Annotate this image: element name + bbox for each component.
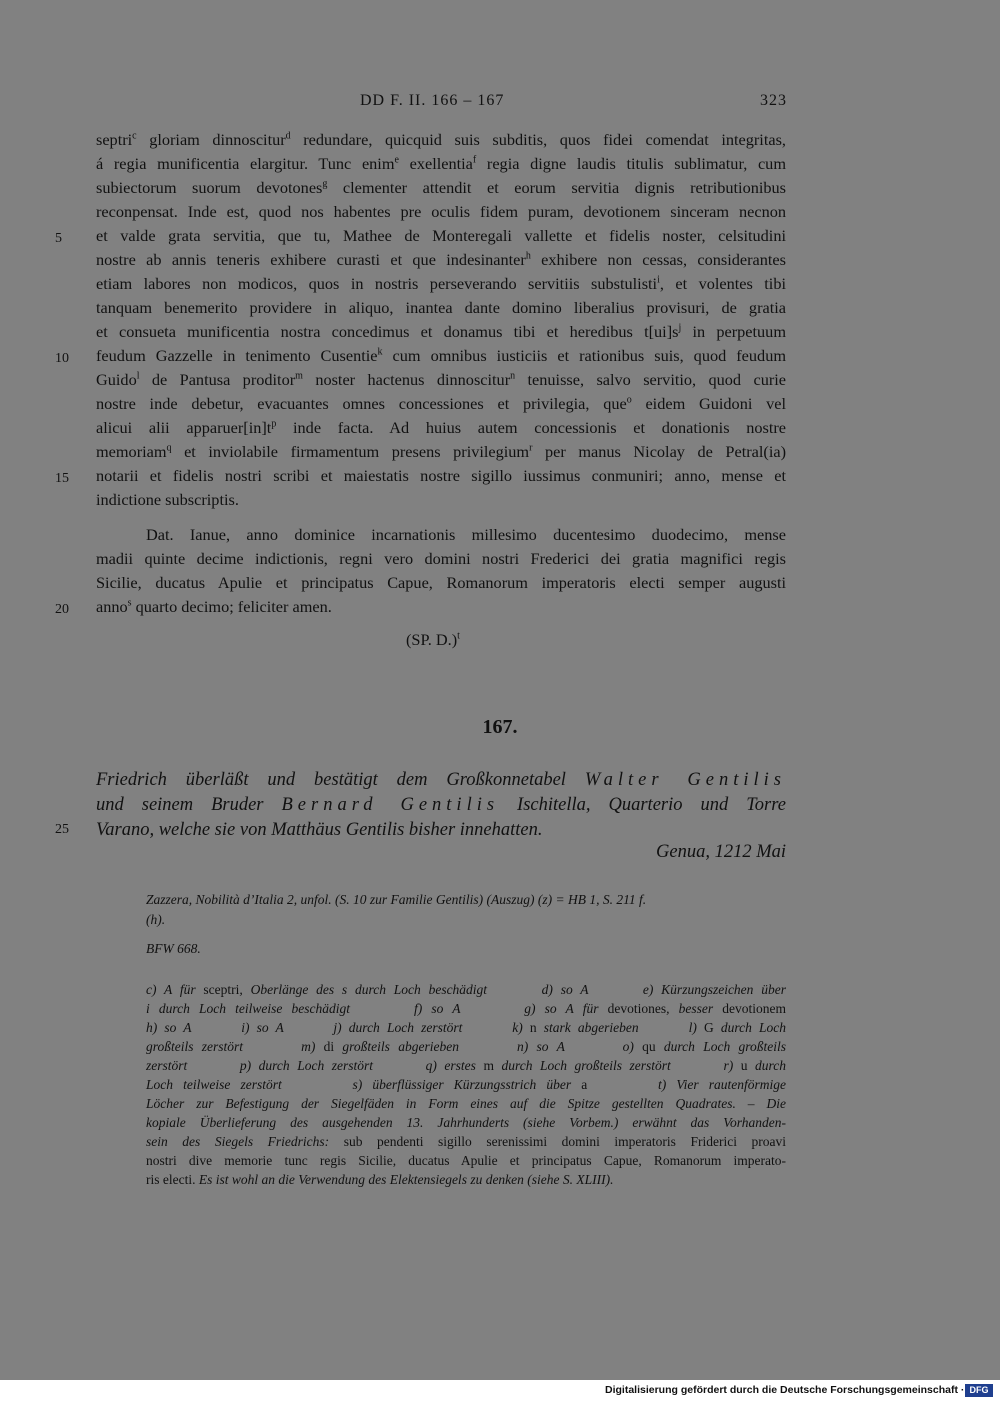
footnote-line: zerstört p) durch Loch zerstört q) erstes m durch Loch großteils zerstört r) u durch — [146, 1058, 787, 1073]
document-number: 167. — [482, 716, 518, 738]
text-line: notarii et fidelis nostri scribi et maiestatis nostre sigillo iussimus conmuniri; anno, mense et — [96, 466, 786, 485]
bfw-reference: BFW 668. — [146, 941, 201, 956]
text-line: et consueta munificentia nostra concedimus et donamus tibi et heredibus $t[ui]s^j$ in perpetuum — [96, 322, 786, 341]
text-line: memoriam$^q$ et inviolabile firmamentum presens privilegium$^r$ per manus Nicolay de Petral(ia) — [96, 442, 786, 461]
footnote-line: Loch teilweise zerstört s) überflüssiger Kürzungsstrich über a t) Vier rautenförmige — [146, 1077, 786, 1092]
text-line: nostre inde debetur, evacuantes omnes concessiones et privilegia, que$^o$ eidem Guidoni vel — [96, 394, 786, 413]
line-number: 20 — [55, 602, 69, 617]
text-line: indictione subscriptis. — [96, 490, 239, 509]
footnote-line: kopiale Überlieferung des ausgehenden 13. Jahrhunderts (siehe Vorbem.) erwähnt das Vorhanden- — [146, 1115, 786, 1130]
text-line: á regia munificentia elargitur. Tunc enim$^e$ exellentia$^f$ regia digne laudis titulis sublimatur, cum — [96, 154, 786, 173]
footnote-line: nostri dive memorie tunc regis Sicilie, ducatus Apulie et principatus Capue, Romanorum imperato- — [146, 1153, 786, 1168]
regest-line: und seinem Bruder Bernard Gentilis Ischitella, Quarterio und Torre — [96, 795, 786, 815]
text-line: alicui alii $apparuer[in]t^p$ inde facta. Ad huius autem concessionis et donationis nostre — [96, 418, 787, 437]
text-line: Sicilie, ducatus Apulie et principatus Capue, Romanorum imperatoris electi semper augusti — [96, 573, 786, 592]
footnote-line: c) A für sceptri, Oberlänge des s durch Loch beschädigt d) so A e) Kürzungszeichen über — [146, 982, 786, 997]
text-line: subiectorum suorum devotones$^g$ clementer attendit et eorum servitia dignis retributionibus — [96, 178, 786, 197]
regest-line: Varano, welche sie von Matthäus Gentilis bisher innehatten. — [96, 820, 543, 840]
text-line: Guido$^l$ de Pantusa proditor$^m$ noster hactenus dinnoscitur$^n$ tenuisse, salvo servitio, quod curie — [96, 370, 787, 389]
footnote-line: ris electi. Es ist wohl an die Verwendung des Elektensiegels zu denken (siehe S. XLIII). — [146, 1172, 614, 1187]
text-line: nostre ab annis teneris exhibere curasti et que indesinanter$^h$ exhibere non cessas, considerantes — [96, 250, 786, 269]
footnote-line: großteils zerstört m) di großteils abgerieben n) so A o) qu durch Loch großteils — [146, 1039, 787, 1054]
footnote-line: h) so A i) so A j) durch Loch zerstört k) n stark abgerieben l) G durch Loch — [146, 1020, 786, 1035]
text-line: etiam labores non modicos, quos in nostris perseverando servitiis substulisti$^i$, et volentes tibi — [96, 274, 786, 293]
footnote-line: i durch Loch teilweise beschädigt f) so A g) so A für devotiones, besser devotionem — [146, 1001, 786, 1016]
footnote-line: sein des Siegels Friedrichs: sub pendenti sigillo serenissimi domini imperatoris Friderici proavi — [146, 1134, 786, 1149]
text-line: feudum Gazzelle in tenimento Cusentie$^k$ cum omnibus iusticiis et rationibus suis, quod feudum — [96, 346, 786, 365]
text-line: tanquam benemerito providere in aliquo, inantea dante domino liberalius provisuri, de gratia — [96, 298, 786, 317]
text-line: et valde grata servitia, que tu, Mathee de Monteregali vallette et fidelis noster, celsitudini — [96, 226, 786, 245]
text-line: reconpensat. Inde est, quod nos habentes pre oculis fidem puram, devotionem sinceram necnon — [96, 202, 786, 221]
page-number: 323 — [760, 92, 787, 109]
place-date: Genua, 1212 Mai — [656, 842, 786, 862]
regest-line: Friedrich überläßt und bestätigt dem Großkonnetabel Walter Gentilis — [96, 770, 786, 790]
line-number: 5 — [55, 231, 62, 246]
footnote-line: Löcher zur Befestigung der Siegelfäden in Form eines auf die Spitze gestellten Quadrates. – Die — [146, 1096, 786, 1111]
line-number: 10 — [55, 351, 69, 366]
running-head: DD F. II. 166 – 167 — [360, 92, 505, 109]
source-line: Zazzera, Nobilità d’Italia 2, unfol. (S. 10 zur Familie Gentilis) (Auszug) (z) = HB 1, S. 211 f. — [146, 892, 647, 907]
text-line: septri$^c$ gloriam dinnoscitur$^d$ redundare, quicquid suis subditis, quos fidei comendat integritas, — [96, 130, 786, 149]
line-number: 15 — [55, 471, 69, 486]
text-line: Dat. Ianue, anno dominice incarnationis millesimo ducentesimo duodecimo, mense — [146, 525, 786, 544]
seal-note: (SP. D.)$^t$ — [406, 630, 460, 649]
dfg-logo: DFG — [965, 1384, 993, 1397]
line-number: 25 — [55, 822, 69, 837]
source-line: (h). — [146, 912, 166, 927]
footer-credit: Digitalisierung gefördert durch die Deutsche Forschungsgemeinschaft · — [605, 1384, 965, 1396]
text-line: madii quinte decime indictionis, regni vero domini nostri Frederici dei gratia magnifici regis — [96, 549, 786, 568]
text-line: anno$^s$ quarto decimo; feliciter amen. — [96, 597, 332, 616]
